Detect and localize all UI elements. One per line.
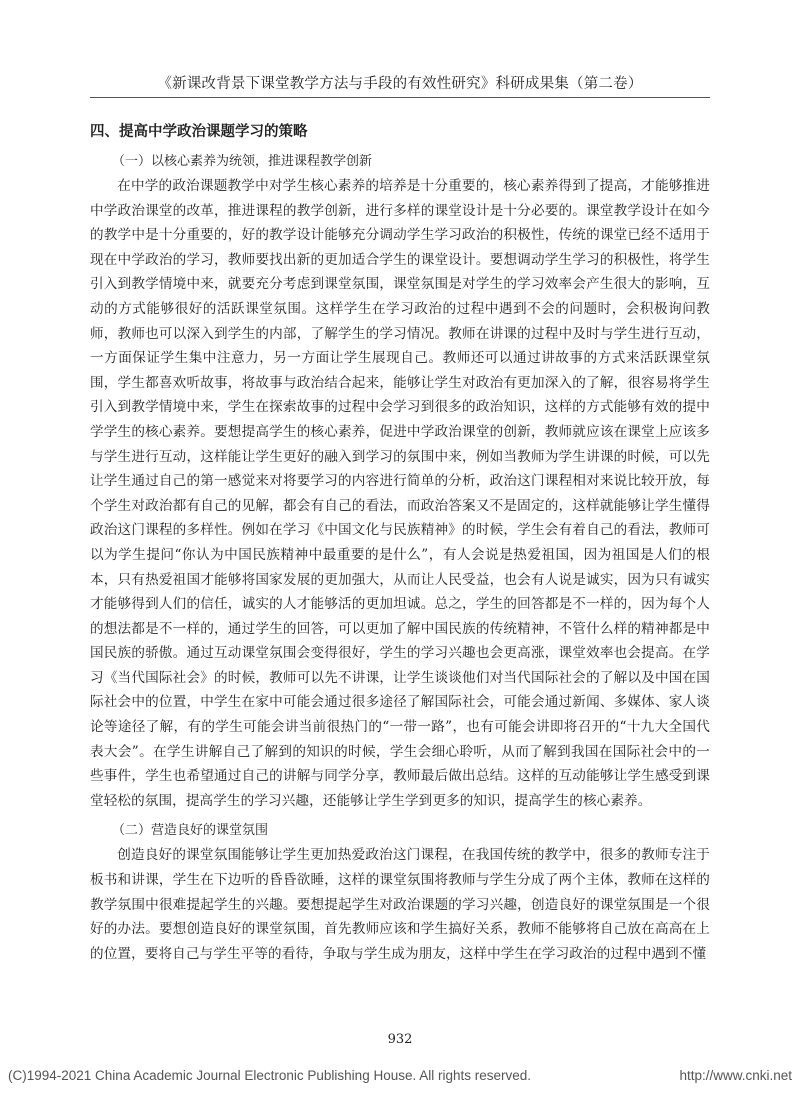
section-title: 四、提高中学政治课题学习的策略 bbox=[90, 123, 308, 140]
copyright-notice: (C)1994-2021 China Academic Journal Electronic Publishing House. All rights reserved. bbox=[8, 1068, 532, 1083]
paragraph-1: 在中学的政治课题教学中对学生核心素养的培养是十分重要的，核心素养得到了提高，才能够推进中学政治课堂的改革，推进课程的教学创新，进行多样的课堂设计是十分必要的。课堂教学设计在如今的教学中是十分重要的，好的教学设计能够充分调动学生学习政治的积极性，传统的课堂已经不适用于现在中学政治的学习，教师要找出新的更加适合学生的课堂设计。要想调动学生学习的积极性，将学生引入到教学情境中来，就要充分考虑到课堂氛围，课堂氛围是对学生的学习效率会产生很大的影响，互动的方式能够很好的活跃课堂氛围。这样学生在学习政治的过程中遇到不会的问题时，会积极询问教师，教师也可以深入到学生的内部，了解学生的学习情况。教师在讲课的过程中及时与学生进行互动，一方面保证学生集中注意力，另一方面让学生展现自己。教师还可以通过讲故事的方式来活跃课堂氛围，学生都喜欢听故事，将故事与政治结合起来，能够让学生对政治有更加深入的了解，很容易将学生引入到教学情境中来，学生在探索故事的过程中会学习到很多的政治知识，这样的方式能够有效的提中学学生的核心素养。要想提高学生的核心素养，促进中学政治课堂的创新，教师就应该在课堂上应该多与学生进行互动，这样能让学生更好的融入到学习的氛围中来，例如当教师为学生讲课的时候，可以先让学生通过自己的第一感觉来对将要学习的内容进行简单的分析，政治这门课程相对来说比较开放，每个学生对政治都有自己的见解，都会有自己的看法，而政治答案又不是固定的，这样就能够让学生懂得政治这门课程的多样性。例如在学习《中国文化与民族精神》的时候，学生会有着自己的看法，教师可以为学生提问“你认为中国民族精神中最重要的是什么”，有人会说是热爱祖国，因为祖国是人们的根本，只有热爱祖国才能够将国家发展的更加强大，从而让人民受益，也会有人说是诚实，因为只有诚实才能够得到人们的信任，诚实的人才能够活的更加坦诚。总之，学生的回答都是不一样的，因为每个人的想法都是不一样的，通过学生的回答，可以更加了解中国民族的传统精神，不管什么样的精神都是中国民族的骄傲。通过互动课堂氛围会变得很好，学生的学习兴趣也会更高涨，课堂效率也会提高。在学习《当代国际社会》的时候，教师可以先不讲课，让学生谈谈他们对当代国际社会的了解以及中国在国际社会中的位置，中学生在家中可能会通过很多途径了解国际社会，可能会通过新闻、多媒体、家人谈论等途径了解，有的学生可能会讲当前很热门的“一带一路”，也有可能会讲即将召开的“十九大全国代表大会”。在学生讲解自己了解到的知识的时候，学生会细心聆听，从而了解到我国在国际社会中的一些事件，学生也希望通过自己的讲解与同学分享，教师最后做出总结。这样的互动能够让学生感受到课堂轻松的氛围，提高学生的学习兴趣，还能够让学生学到更多的知识，提高学生的核心素养。 bbox=[90, 178, 710, 809]
subsection-title-2: （二）营造良好的课堂氛围 bbox=[112, 823, 269, 839]
running-header: 《新课改背景下课堂教学方法与手段的有效性研究》科研成果集（第二卷） bbox=[157, 76, 643, 92]
header-divider bbox=[90, 97, 710, 98]
article-body bbox=[90, 120, 710, 966]
copyright-line bbox=[8, 1068, 792, 1083]
cnki-url: http://www.cnki.net bbox=[679, 1068, 792, 1083]
paragraph-2: 创造良好的课堂氛围能够让学生更加热爱政治这门课程，在我国传统的教学中，很多的教师专注于板书和讲课，学生在下边听的昏昏欲睡，这样的课堂氛围将教师与学生分成了两个主体，教师在这样的教学氛围中很难提起学生的兴趣。要想提起学生对政治课题的学习兴趣，创造良好的课堂氛围是一个很好的办法。要想创造良好的课堂氛围，首先教师应该和学生搞好关系，教师不能够将自己放在高高在上的位置，要将自己与学生平等的看待，争取与学生成为朋友，这样中学生在学习政治的过程中遇到不懂 bbox=[90, 847, 710, 962]
page-number: 932 bbox=[387, 1032, 413, 1047]
subsection-title-1: （一）以核心素养为统领，推进课程教学创新 bbox=[112, 154, 373, 169]
